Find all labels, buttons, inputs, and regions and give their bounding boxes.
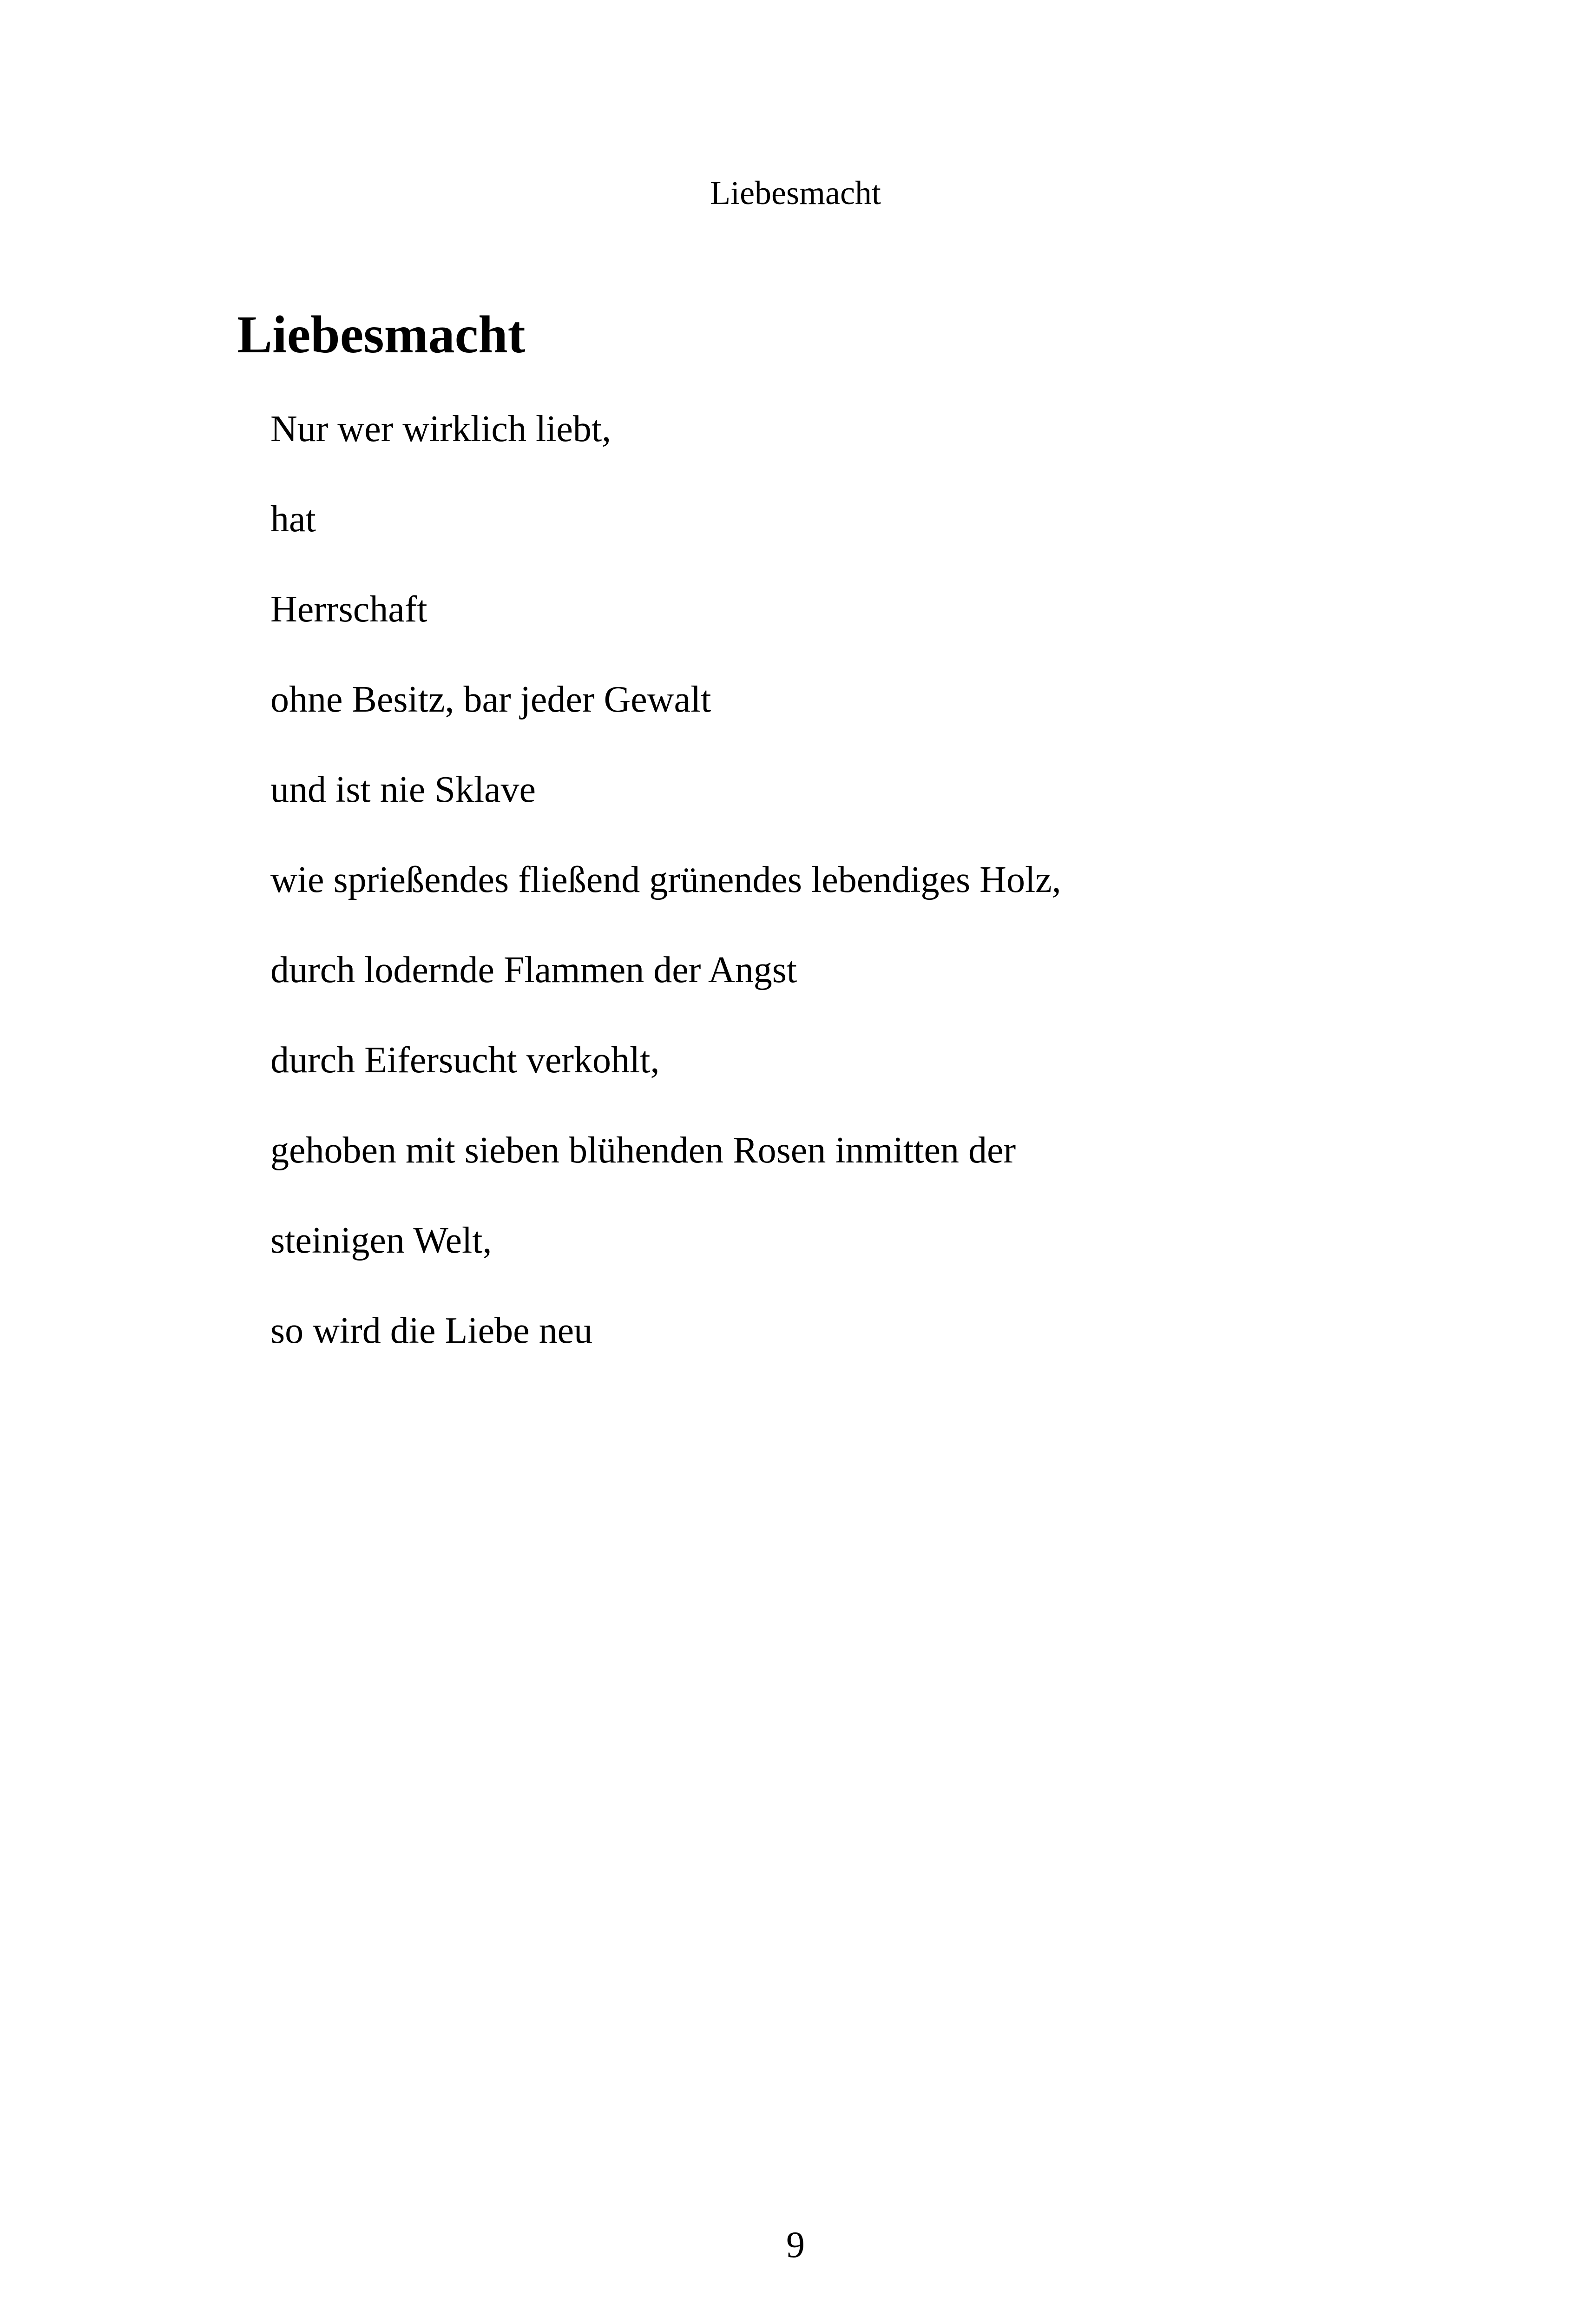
page-number: 9	[786, 2225, 805, 2265]
poem-line: ohne Besitz, bar jeder Gewalt	[270, 679, 711, 720]
poem-line: gehoben mit sieben blühenden Rosen inmitten der	[270, 1130, 1016, 1171]
poem-line: so wird die Liebe neu	[270, 1310, 593, 1351]
running-header: Liebesmacht	[710, 174, 881, 211]
poem-line: hat	[270, 499, 316, 540]
poem-line: durch lodernde Flammen der Angst	[270, 950, 797, 990]
poem-line: wie sprießendes fließend grünendes lebendiges Holz,	[270, 859, 1061, 900]
poem-title: Liebesmacht	[237, 305, 526, 364]
poem-line: steinigen Welt,	[270, 1220, 492, 1261]
poem-line: durch Eifersucht verkohlt,	[270, 1040, 660, 1081]
poem-line: und ist nie Sklave	[270, 769, 536, 810]
poem-body	[270, 399, 1061, 1391]
poem-line: Nur wer wirklich liebt,	[270, 409, 611, 449]
poem-line: Herrschaft	[270, 589, 427, 630]
